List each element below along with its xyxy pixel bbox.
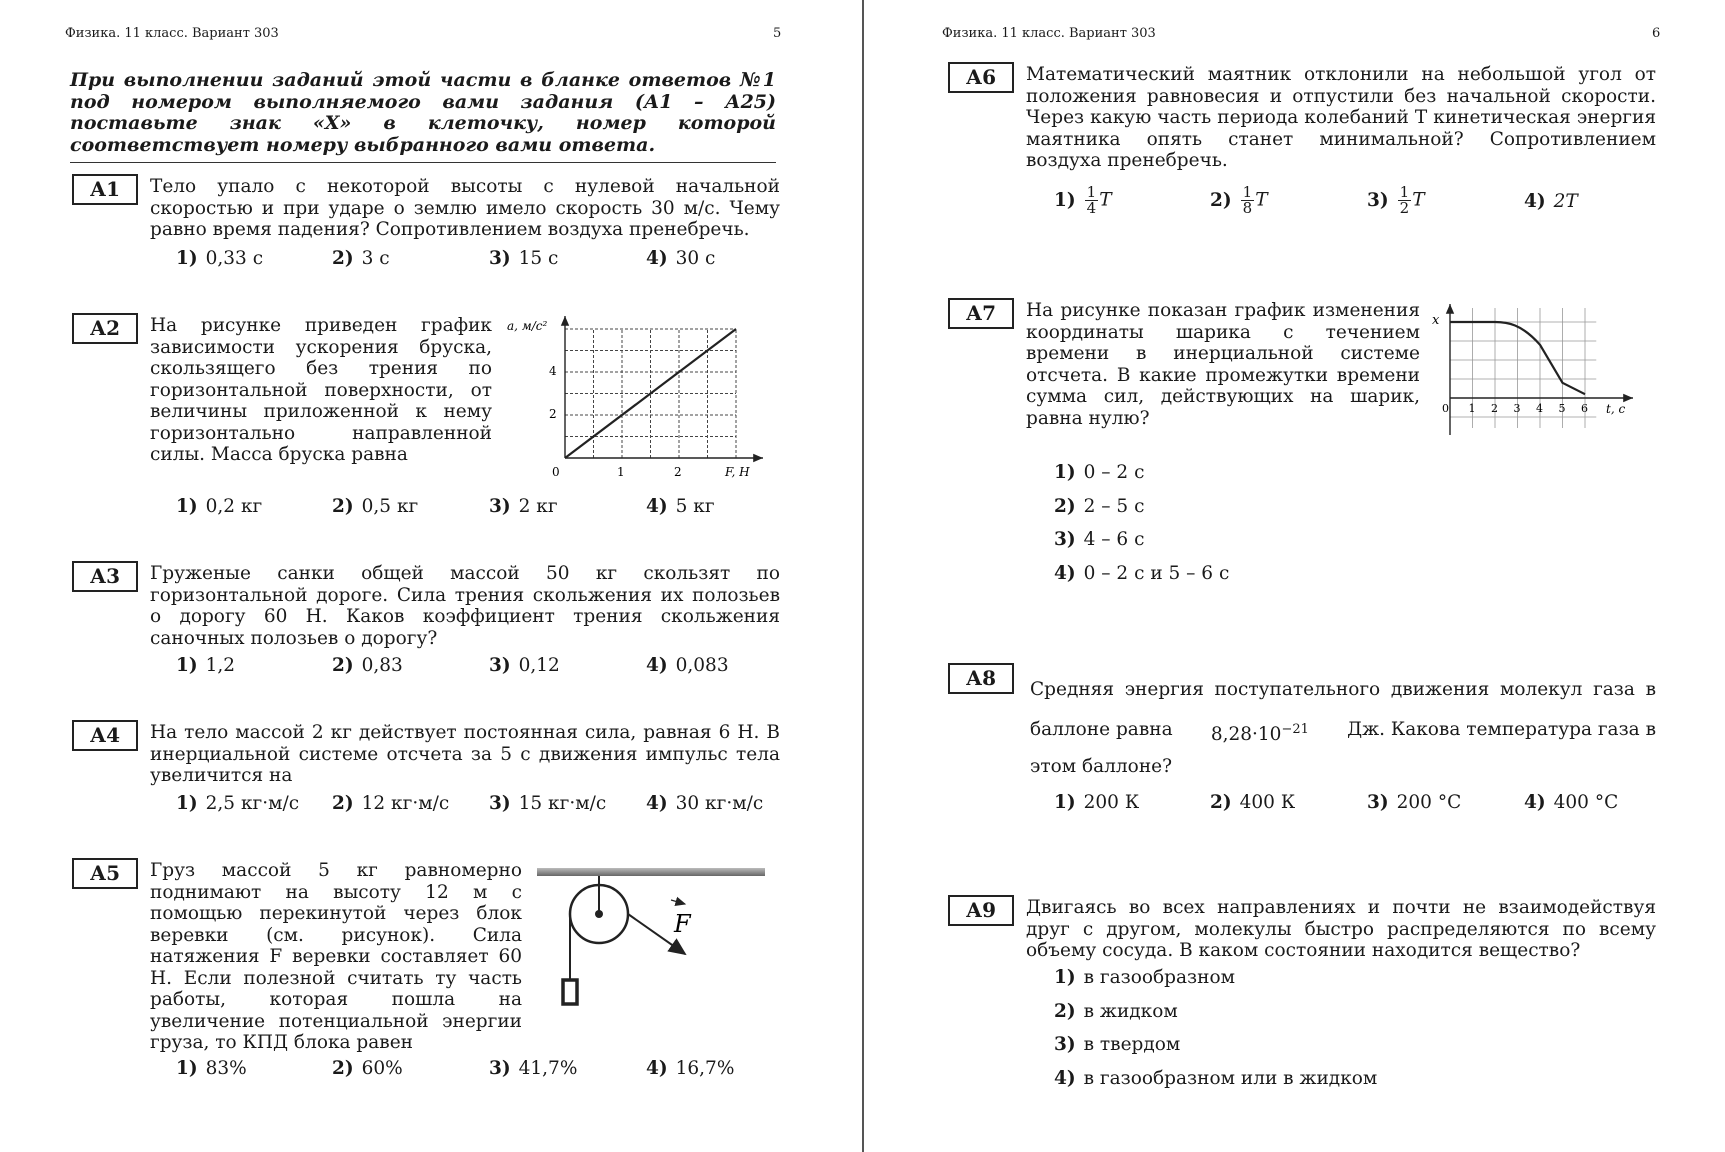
option-a5-1[interactable]: 1) 83% (176, 1058, 247, 1079)
option-a2-2[interactable]: 2) 0,5 кг (332, 496, 419, 517)
option-a6-2[interactable]: 2) $\frac{1}{8}$ T (1210, 183, 1268, 217)
question-label-a8: А8 (948, 663, 1014, 694)
question-label-a7: А7 (948, 298, 1014, 329)
divider-line (70, 162, 776, 163)
option-a4-1[interactable]: 1) 2,5 кг·м/с (176, 793, 300, 814)
option-a9-4[interactable]: 4) в газообразном или в жидком (1054, 1068, 1378, 1089)
question-text-a5: Груз массой 5 кг равномерно поднимают на высоту 12 м с помощью перекинутой через блок веревки (см. рисунок). Сила натяжения F веревки составляет 60 Н. Если полезной считать ту часть работы, которая пошла на увеличение потенциальной энергии груза, то КПД блока равен (150, 860, 522, 1053)
a2-xtick-2: 2 (674, 465, 682, 479)
a2-ytick-2: 2 (549, 407, 557, 421)
load (563, 980, 577, 1004)
question-text-a9: Двигаясь во всех направлениях и почти не взаимодействуя друг с другом, молекулы быстро распределяются по всему объему сосуда. В каком состоянии находится вещество? (1026, 897, 1656, 961)
option-a4-4[interactable]: 4) 30 кг·м/с (646, 793, 764, 814)
a2-ylabel: a, м/с² (507, 319, 548, 333)
option-a6-4[interactable]: 4) 2T (1524, 191, 1578, 212)
question-text-a2: На рисунке приведен график зависимости ускорения бруска, скользящего без трения по горизонтальной поверхности, от величины приложенной к нему горизонтально направленной силы. Масса бруска равна (150, 315, 492, 465)
option-a5-2[interactable]: 2) 60% (332, 1058, 403, 1079)
question-label-a5: А5 (72, 858, 138, 889)
option-a1-2[interactable]: 2) 3 с (332, 248, 390, 269)
option-a7-3[interactable]: 3) 4 – 6 с (1054, 529, 1145, 550)
option-a5-4[interactable]: 4) 16,7% (646, 1058, 735, 1079)
page-header: Физика. 11 класс. Вариант 303 (942, 26, 1156, 41)
option-a2-3[interactable]: 3) 2 кг (489, 496, 558, 517)
a7-origin: 0 (1442, 402, 1449, 415)
question-text-a8-line1: Средняя энергия поступательного движения молекул газа в (1030, 679, 1656, 700)
a2-xtick-1: 1 (617, 465, 625, 479)
right-page (864, 0, 1725, 1152)
a2-ytick-4: 4 (549, 364, 557, 378)
option-a3-4[interactable]: 4) 0,083 (646, 655, 729, 676)
option-a4-3[interactable]: 3) 15 кг·м/с (489, 793, 607, 814)
option-a9-1[interactable]: 1) в газообразном (1054, 967, 1235, 988)
option-a2-4[interactable]: 4) 5 кг (646, 496, 715, 517)
page-number: 6 (1652, 26, 1661, 41)
option-a8-3[interactable]: 3) 200 °С (1367, 792, 1462, 813)
a2-origin: 0 (552, 465, 560, 479)
option-a8-1[interactable]: 1) 200 К (1054, 792, 1140, 813)
a7-xtick: 5 (1558, 402, 1566, 415)
question-text-a6: Математический маятник отклонили на небольшой угол от положения равновесия и отпустили без начальной скорости. Через какую часть периода колебаний T кинетическая энергия маятника опять станет минимальной? Сопротивлением воздуха пренебречь. (1026, 64, 1656, 171)
a2-xlabel: F, Н (725, 465, 750, 479)
a7-xlabel: t, с (1606, 402, 1626, 416)
option-a6-1[interactable]: 1) $\frac{1}{4}$ T (1054, 183, 1112, 217)
ceiling (537, 868, 765, 876)
option-a7-1[interactable]: 1) 0 – 2 с (1054, 462, 1145, 483)
option-a4-2[interactable]: 2) 12 кг·м/с (332, 793, 450, 814)
option-a1-1[interactable]: 1) 0,33 с (176, 248, 264, 269)
a7-xtick: 3 (1513, 402, 1521, 415)
a7-ylabel: x (1432, 313, 1440, 328)
option-a3-2[interactable]: 2) 0,83 (332, 655, 403, 676)
question-text-a4: На тело массой 2 кг действует постоянная сила, равная 6 Н. В инерциальной системе отсчета за 5 с движения импульс тела увеличится на (150, 722, 780, 786)
question-label-a2: А2 (72, 313, 138, 344)
a2-graph (505, 308, 765, 483)
option-a7-4[interactable]: 4) 0 – 2 с и 5 – 6 с (1054, 563, 1230, 584)
instructions: При выполнении заданий этой части в бланке ответов №1 под номером выполняемого вами задания (А1 – А25) поставьте знак «Х» в клеточку, номер которой соответствует номеру выбранного вами ответа. (70, 69, 776, 156)
a7-xtick: 1 (1468, 402, 1476, 415)
option-a9-3[interactable]: 3) в твердом (1054, 1034, 1181, 1055)
question-label-a6: А6 (948, 62, 1014, 93)
option-a8-4[interactable]: 4) 400 °С (1524, 792, 1619, 813)
page-number: 5 (773, 26, 782, 41)
option-a8-2[interactable]: 2) 400 К (1210, 792, 1296, 813)
option-a1-4[interactable]: 4) 30 с (646, 248, 716, 269)
question-label-a3: А3 (72, 561, 138, 592)
question-text-a3: Груженые санки общей массой 50 кг скользят по горизонтальной дороге. Сила трения скольжения их полозьев о дорогу 60 Н. Каков коэффициент трения скольжения саночных полозьев о дорогу? (150, 563, 780, 649)
question-text-a8-line3: этом баллоне? (1030, 756, 1173, 777)
a7-xtick: 4 (1536, 402, 1543, 415)
page-header: Физика. 11 класс. Вариант 303 (65, 26, 279, 41)
option-a9-2[interactable]: 2) в жидком (1054, 1001, 1178, 1022)
a7-xtick: 6 (1581, 402, 1588, 415)
question-label-a4: А4 (72, 720, 138, 751)
option-a1-3[interactable]: 3) 15 с (489, 248, 559, 269)
option-a7-2[interactable]: 2) 2 – 5 с (1054, 496, 1145, 517)
option-a2-1[interactable]: 1) 0,2 кг (176, 496, 263, 517)
question-label-a9: А9 (948, 895, 1014, 926)
question-text-a8-line2: баллоне равна $8,28\cdot 10^{-21}$ Дж. Какова температура газа в (1030, 719, 1656, 746)
option-a3-1[interactable]: 1) 1,2 (176, 655, 236, 676)
option-a3-3[interactable]: 3) 0,12 (489, 655, 560, 676)
a7-xtick: 2 (1491, 402, 1498, 415)
left-page (0, 0, 862, 1152)
question-label-a1: А1 (72, 174, 138, 205)
a5-pulley-figure (535, 862, 775, 1017)
option-a5-3[interactable]: 3) 41,7% (489, 1058, 578, 1079)
force-label: F (674, 910, 691, 938)
question-text-a7: На рисунке показан график изменения координаты шарика с течением времени в инерциальной системе отсчета. В какие промежутки времени сумма сил, действующих на шарик, равна нулю? (1026, 300, 1420, 429)
question-text-a1: Тело упало с некоторой высоты с нулевой начальной скоростью и при ударе о землю имело скорость 30 м/с. Чему равно время падения? Сопротивлением воздуха пренебречь. (150, 176, 780, 240)
option-a6-3[interactable]: 3) $\frac{1}{2}$ T (1367, 183, 1425, 217)
a7-graph (1430, 300, 1635, 440)
